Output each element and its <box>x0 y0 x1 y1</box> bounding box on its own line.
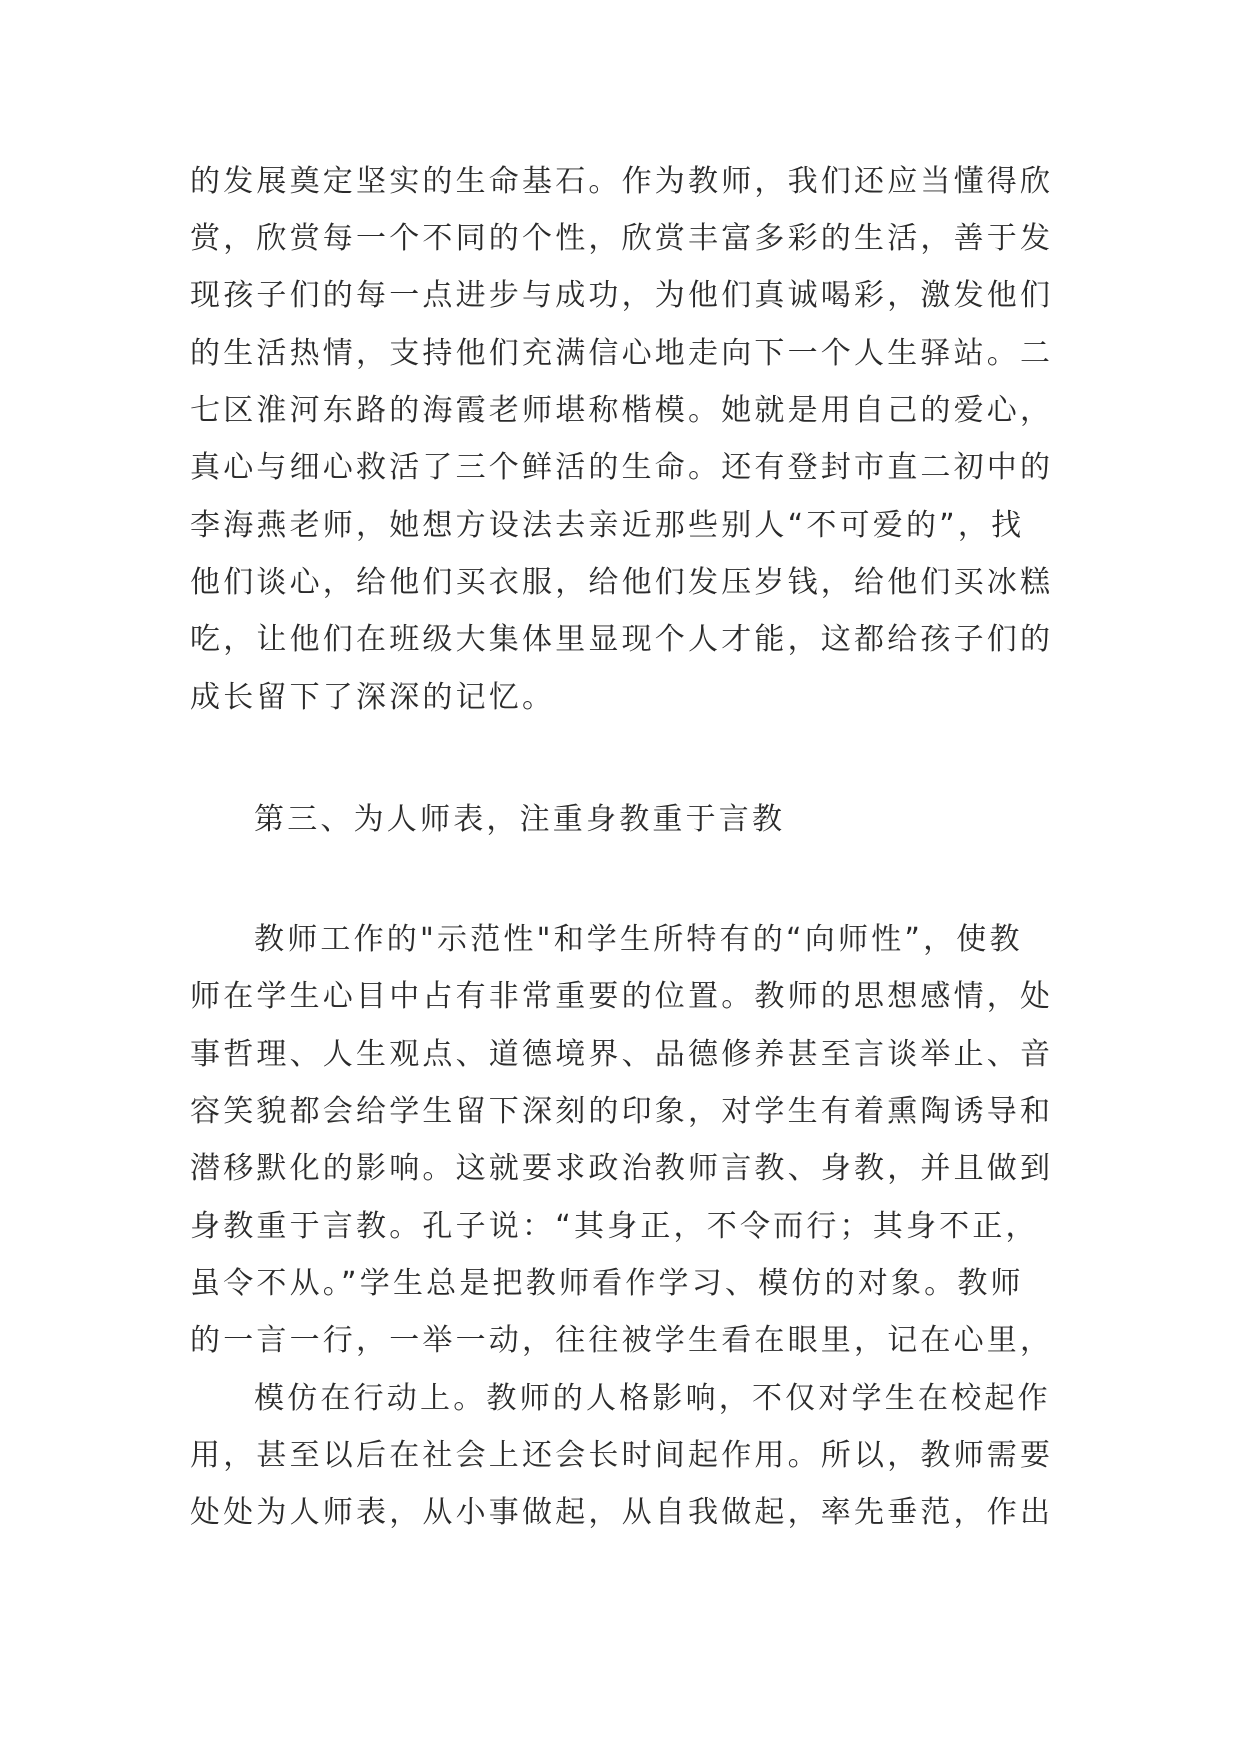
paragraph-line: 的生活热情，支持他们充满信心地走向下一个人生驿站。二 <box>190 336 1054 371</box>
paragraph-line: 师在学生心目中占有非常重要的位置。教师的思想感情，处 <box>190 979 1054 1014</box>
paragraph-line: 的发展奠定坚实的生命基石。作为教师，我们还应当懂得欣 <box>190 164 1054 199</box>
paragraph-line: 用，甚至以后在社会上还会长时间起作用。所以，教师需要 <box>190 1438 1054 1473</box>
paragraph-line: 李海燕老师，她想方设法去亲近那些别人“不可爱的”，找 <box>190 508 1025 543</box>
paragraph-line: 身教重于言教。孔子说：“其身正，不令而行；其身不正， <box>190 1209 1039 1244</box>
paragraph-line: 吃，让他们在班级大集体里显现个人才能，这都给孩子们的 <box>190 622 1054 657</box>
paragraph-line: 真心与细心救活了三个鲜活的生命。还有登封市直二初中的 <box>190 450 1054 485</box>
paragraph-line: 模仿在行动上。教师的人格影响，不仅对学生在校起作 <box>254 1381 1051 1416</box>
paragraph-line: 事哲理、人生观点、道德境界、品德修养甚至言谈举止、音 <box>190 1037 1054 1072</box>
paragraph-line: 潜移默化的影响。这就要求政治教师言教、身教，并且做到 <box>190 1151 1054 1186</box>
paragraph-line: 现孩子们的每一点进步与成功，为他们真诚喝彩，激发他们 <box>190 278 1054 313</box>
paragraph-line: 处处为人师表，从小事做起，从自我做起，率先垂范，作出 <box>190 1495 1054 1530</box>
paragraph-line: 虽令不从。”学生总是把教师看作学习、模仿的对象。教师 <box>190 1266 1024 1301</box>
paragraph-line: 成长留下了深深的记忆。 <box>190 680 556 715</box>
paragraph-line: 教师工作的"示范性"和学生所特有的“向师性”，使教 <box>254 922 1023 957</box>
paragraph-line: 他们谈心，给他们买衣服，给他们发压岁钱，给他们买冰糕 <box>190 565 1054 600</box>
paragraph-line: 容笑貌都会给学生留下深刻的印象，对学生有着熏陶诱导和 <box>190 1094 1054 1129</box>
paragraph-line: 七区淮河东路的海霞老师堪称楷模。她就是用自己的爱心， <box>190 393 1054 428</box>
paragraph-line: 赏，欣赏每一个不同的个性，欣赏丰富多彩的生活，善于发 <box>190 221 1054 256</box>
section-heading: 第三、为人师表，注重身教重于言教 <box>254 802 786 837</box>
paragraph-line: 的一言一行，一举一动，往往被学生看在眼里，记在心里， <box>190 1323 1054 1358</box>
